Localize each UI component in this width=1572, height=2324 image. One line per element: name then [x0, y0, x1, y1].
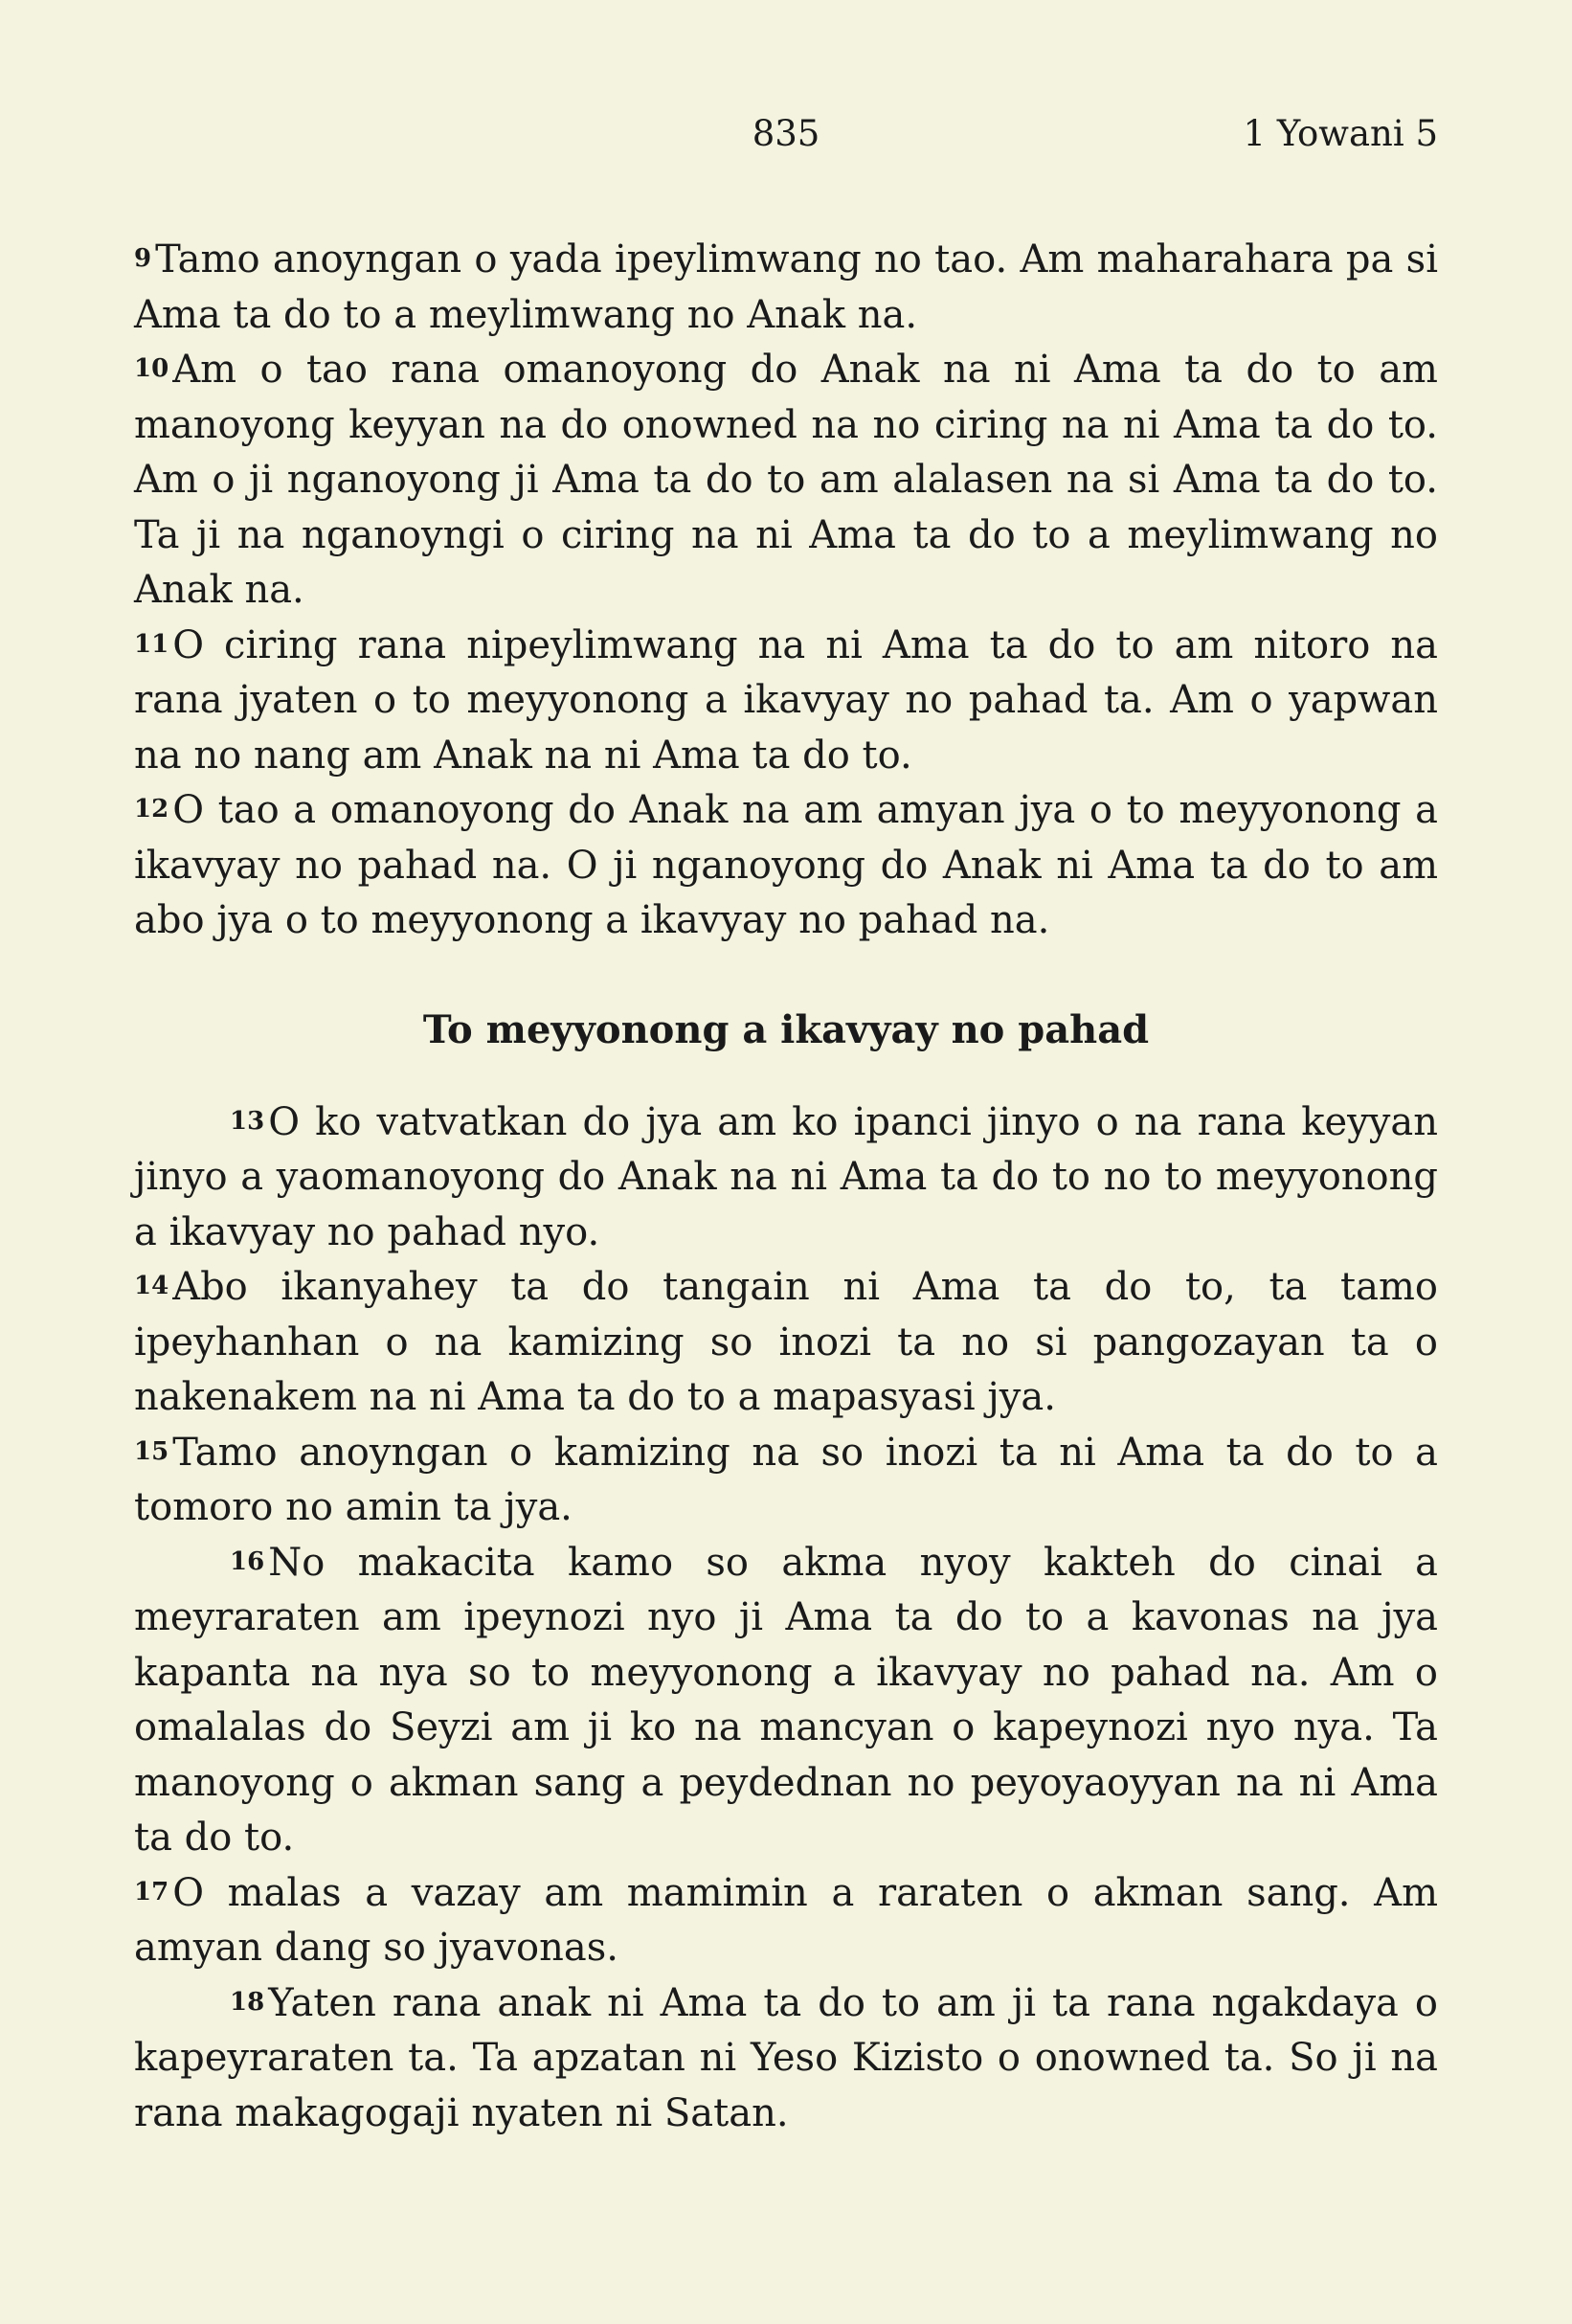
- verse-9: [134, 233, 1438, 343]
- verse-text: Am o tao rana omanoyong do Anak na ni Ama ta do to am manoyong keyyan na do onowned na no ciring na ni Ama ta do to. Am o ji nganoyong ji Ama ta do to am alalasen na si Ama ta do to. Ta ji na nganoyngi o ciring na ni Ama ta do to a meylimwang no Anak na.: [134, 348, 1438, 612]
- verse-text: Abo ikanyahey ta do tangain ni Ama ta do to, ta tamo ipeyhanhan o na kamizing so inozi ta no si pangozayan ta o nakenakem na ni Ama ta do to a mapasyasi jya.: [134, 1265, 1438, 1419]
- verse-number: 12: [134, 795, 169, 824]
- verse-15: [134, 1426, 1438, 1536]
- verse-text: Tamo anoyngan o kamizing na so inozi ta ni Ama ta do to a tomoro no amin ta jya.: [134, 1430, 1438, 1529]
- verse-text: O malas a vazay am mamimin a raraten o akman sang. Am amyan dang so jyavonas.: [134, 1870, 1438, 1970]
- verse-16: [134, 1536, 1438, 1866]
- verse-number: 16: [230, 1546, 265, 1576]
- page-content: [134, 233, 1438, 2141]
- verse-number: 15: [134, 1436, 169, 1466]
- verse-10: [134, 343, 1438, 619]
- section-heading: To meyyonong a ikavyay no pahad: [422, 1006, 1150, 1052]
- verse-text: Yaten rana anak ni Ama ta do to am ji ta rana ngakdaya o kapeyraraten ta. Ta apzatan ni Yeso Kizisto o onowned ta. So ji na rana makagogaji nyaten ni Satan.: [134, 1980, 1438, 2135]
- verse-text: No makacita kamo so akma nyoy kakteh do cinai a meyraraten am ipeynozi nyo ji Ama ta do to a kavonas na jya kapanta na nya so to meyyonong a ikavyay no pahad na. Am o omalalas do Seyzi am ji ko na mancyan o kapeynozi nyo nya. Ta manoyong o akman sang a peydednan no peyoyaoyyan na ni Ama ta do to.: [134, 1540, 1438, 1860]
- verse-18: [134, 1976, 1438, 2142]
- verse-number: 13: [230, 1106, 265, 1136]
- running-head: [134, 113, 1438, 167]
- verse-11: [134, 619, 1438, 784]
- verse-14: [134, 1260, 1438, 1426]
- verse-text: O ciring rana nipeylimwang na ni Ama ta do to am nitoro na rana jyaten o to meyyonong a ikavyay no pahad ta. Am o yapwan na no nang am Anak na ni Ama ta do to.: [134, 622, 1438, 778]
- verse-text: O tao a omanoyong do Anak na am amyan jya o to meyyonong a ikavyay no pahad na. O ji nganoyong do Anak ni Ama ta do to am abo jya o to meyyonong a ikavyay no pahad na.: [134, 788, 1438, 942]
- verse-number: 10: [134, 354, 169, 383]
- verse-text: O ko vatvatkan do jya am ko ipanci jinyo o na rana keyyan jinyo a yaomanoyong do Anak na ni Ama ta do to no to meyyonong a ikavyay no pahad nyo.: [134, 1099, 1438, 1254]
- book-reference: 1 Yowani 5: [1243, 113, 1438, 154]
- verse-number: 17: [134, 1877, 169, 1907]
- verse-12: [134, 783, 1438, 949]
- verse-number: 9: [134, 244, 152, 273]
- verse-13: [134, 1095, 1438, 1261]
- page-number: 835: [752, 113, 820, 154]
- verse-number: 18: [230, 1987, 265, 2017]
- verse-17: [134, 1866, 1438, 1976]
- verse-number: 11: [134, 629, 169, 659]
- verse-text: Tamo anoyngan o yada ipeylimwang no tao. Am maharahara pa si Ama ta do to a meylimwang no Anak na.: [134, 237, 1438, 337]
- verse-number: 14: [134, 1272, 169, 1300]
